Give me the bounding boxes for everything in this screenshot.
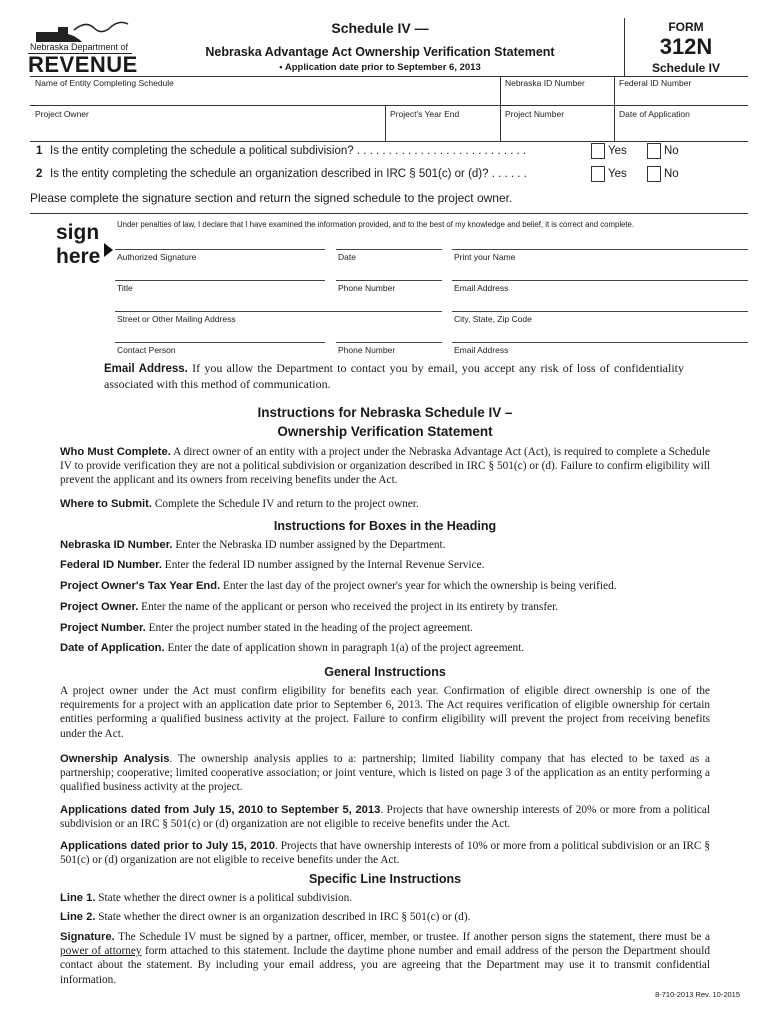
authorized-signature-label: Authorized Signature	[117, 252, 197, 262]
contact-person-field[interactable]	[115, 324, 325, 342]
question-2-number: 2	[36, 168, 43, 180]
here-word: here	[56, 245, 101, 268]
prior-text: . Projects that have ownership interests of 10% or more from a political subdivision or an IRC § 501(c) or (d) organization are not eligible to receive benefits under the Act.	[60, 840, 710, 867]
question-2-yes-checkbox[interactable]	[591, 166, 605, 182]
applications-prior-2010	[60, 839, 710, 867]
sig-text-1: The Schedule IV must be signed by a partner, officer, member, or trustee. If another person signs the statement, there must be a	[114, 931, 710, 943]
who-text: A direct owner of an entity with a project under the Nebraska Advantage Act (Act), is required to complete a Schedule IV to provide verification they are not a political subdivision or organization described in IRC § 501(c) or (d). Failure to confirm eligibility will prevent the applicant and its owners from receiving benefits under the Act.	[60, 446, 710, 487]
tax-text: Enter the last day of the project owner's year for which the ownership is being verified.	[220, 580, 617, 592]
revenue-wordmark: REVENUE	[28, 52, 138, 77]
instructions-title-line2: Ownership Verification Statement	[277, 424, 493, 439]
signature-note: Please complete the signature section and return the signed schedule to the project owner.	[30, 191, 513, 205]
sig-lead: Signature.	[60, 931, 115, 943]
question-2-no-checkbox[interactable]	[647, 166, 661, 182]
project-number-instruction	[60, 621, 710, 635]
general-heading: General Instructions	[324, 665, 446, 679]
line2-text: State whether the direct owner is an organization described in IRC § 501(c) or (d).	[95, 911, 471, 923]
entity-name-label: Name of Entity Completing Schedule	[35, 78, 174, 88]
form-number: 312N	[659, 34, 713, 59]
date-field[interactable]	[336, 229, 442, 249]
date-of-application-label: Date of Application	[619, 109, 690, 119]
question-1	[36, 143, 748, 163]
email-address-label: Email Address	[454, 283, 509, 293]
boxes-heading: Instructions for Boxes in the Heading	[273, 519, 497, 533]
nebraska-state-outline-icon	[28, 18, 136, 44]
contact-email-field[interactable]	[452, 324, 748, 342]
own-lead: Ownership Analysis	[60, 753, 170, 765]
date-of-application-instruction	[60, 641, 710, 655]
question-1-no-label: No	[664, 145, 679, 157]
authorized-signature-field[interactable]	[115, 229, 325, 249]
own-text: . The ownership analysis applies to a: partnership; limited liability company that has elected to be taxed as a partnership; cooperative; limited cooperative association; or joint venture, which is listed on page 3 of the application as an entity performing a qualified business activity at the project.	[60, 753, 710, 794]
project-owner-label: Project Owner	[35, 109, 89, 119]
city-state-zip-label: City, State, Zip Code	[454, 314, 532, 324]
schedule-title: Schedule IV —	[331, 20, 429, 36]
sig-text-2: form attached to this statement. Include the daytime phone number and email address of the person the Department should contact about the statement. By including your email address, you are agreeing that the Department may use it to transmit confidential information.	[60, 945, 710, 986]
prior-lead: Applications dated prior to July 15, 2010	[60, 840, 275, 852]
line1-lead: Line 1.	[60, 892, 96, 904]
where-lead: Where to Submit.	[60, 498, 152, 510]
tax-lead: Project Owner's Tax Year End.	[60, 580, 221, 592]
year-end-label: Project's Year End	[390, 109, 460, 119]
line-2-instruction	[60, 910, 710, 924]
nebraska-id-instruction	[60, 538, 710, 552]
question-2	[36, 166, 748, 186]
question-2-no-label: No	[664, 168, 679, 180]
applications-2010-2013	[60, 803, 710, 831]
neb-lead: Nebraska ID Number.	[60, 539, 173, 551]
entity-name-field[interactable]	[30, 76, 500, 105]
specific-heading: Specific Line Instructions	[308, 872, 462, 886]
line1-text: State whether the direct owner is a political subdivision.	[95, 892, 353, 904]
question-1-no-checkbox[interactable]	[647, 143, 661, 159]
title-field[interactable]	[115, 262, 325, 280]
email-address-field[interactable]	[452, 262, 748, 280]
question-1-yes-checkbox[interactable]	[591, 143, 605, 159]
form-revision-footer: 8-710-2013 Rev. 10-2015	[655, 990, 740, 999]
fed-lead: Federal ID Number.	[60, 559, 162, 571]
date-label: Date	[338, 252, 356, 262]
email-notice-lead: Email Address.	[104, 363, 188, 375]
power-of-attorney-link[interactable]: power of attorney	[60, 945, 142, 958]
federal-id-label: Federal ID Number	[619, 78, 692, 88]
project-owner-instruction	[60, 600, 710, 614]
ownership-analysis	[60, 752, 710, 795]
owner-lead: Project Owner.	[60, 601, 139, 613]
num-text: Enter the project number stated in the heading of the project agreement.	[145, 622, 473, 634]
phone-number-field[interactable]	[336, 262, 442, 280]
arrow-right-icon	[104, 243, 114, 257]
date-of-application-field[interactable]	[614, 105, 748, 141]
federal-id-field[interactable]	[614, 76, 748, 105]
nebraska-id-label: Nebraska ID Number	[505, 78, 585, 88]
sign-word: sign	[56, 221, 100, 244]
project-owner-field[interactable]	[30, 105, 385, 141]
line-1-instruction	[60, 891, 710, 905]
federal-id-instruction	[60, 558, 710, 572]
logo	[28, 18, 138, 77]
email-notice-text: If you allow the Department to contact you by email, you accept any risk of loss of confidentiality associated with this method of communication.	[104, 361, 684, 391]
who-must-complete	[60, 445, 710, 488]
project-number-field[interactable]	[500, 105, 614, 141]
contact-email-label: Email Address	[454, 345, 509, 355]
app2010-text: . Projects that have ownership interests of 20% or more from a political subdivision or an IRC § 501(c) or (d) organization are not eligible to receive benefits under the Act.	[60, 804, 710, 831]
street-address-label: Street or Other Mailing Address	[117, 314, 236, 324]
form-schedule: Schedule IV	[651, 61, 721, 75]
contact-person-label: Contact Person	[117, 345, 176, 355]
form-subtitle: Nebraska Advantage Act Ownership Verification Statement	[205, 45, 555, 59]
contact-phone-field[interactable]	[336, 324, 442, 342]
print-name-field[interactable]	[452, 229, 748, 249]
penalty-statement: Under penalties of law, I declare that I have examined the information provided, and to the best of my knowledge and belief, it is correct and complete.	[117, 220, 635, 229]
question-1-yes-label: Yes	[608, 145, 627, 157]
neb-text: Enter the Nebraska ID number assigned by the Department.	[172, 539, 446, 551]
line2-lead: Line 2.	[60, 911, 96, 923]
title-label: Title	[117, 283, 133, 293]
fed-text: Enter the federal ID number assigned by the Internal Revenue Service.	[161, 559, 485, 571]
year-end-field[interactable]	[385, 105, 500, 141]
project-number-label: Project Number	[505, 109, 565, 119]
nebraska-id-field[interactable]	[500, 76, 614, 105]
dept-name: Nebraska Department of	[30, 42, 129, 52]
question-2-yes-label: Yes	[608, 168, 627, 180]
print-name-label: Print your Name	[454, 252, 516, 262]
tax-year-end-instruction	[60, 579, 710, 593]
phone-number-label: Phone Number	[338, 283, 396, 293]
form-label: FORM	[668, 20, 704, 34]
owner-text: Enter the name of the applicant or person who received the project in its entirety by transfer.	[138, 601, 559, 613]
question-1-number: 1	[36, 145, 43, 157]
email-notice	[104, 361, 684, 392]
city-state-zip-field[interactable]	[452, 293, 748, 311]
street-address-field[interactable]	[115, 293, 442, 311]
app2010-lead: Applications dated from July 15, 2010 to September 5, 2013	[60, 804, 381, 816]
where-text: Complete the Schedule IV and return to the project owner.	[152, 498, 419, 510]
num-lead: Project Number.	[60, 622, 146, 634]
question-2-text: Is the entity completing the schedule an organization described in IRC § 501(c) or (d)? . . . . . .	[50, 168, 527, 180]
contact-phone-label: Phone Number	[338, 345, 396, 355]
instructions-title-line1: Instructions for Nebraska Schedule IV –	[257, 405, 513, 420]
where-to-submit	[60, 497, 710, 511]
doa-lead: Date of Application.	[60, 642, 165, 654]
who-lead: Who Must Complete.	[60, 446, 171, 458]
general-text: A project owner under the Act must confirm eligibility for benefits each year. Confirmation of eligible direct ownership is one of the requirements for a project with an application date prior to September 6, 2013. The Act requires verification of eligible ownership for certain entities performing a qualified business activity at the project. Failure to confirm eligibility will prevent the project from receiving benefits under the Act.	[60, 685, 710, 740]
doa-text: Enter the date of application shown in paragraph 1(a) of the project agreement.	[164, 642, 525, 654]
signature-instruction	[60, 930, 710, 987]
question-1-text: Is the entity completing the schedule a political subdivision? . . . . . . . . . . . . . . . . . . . . . . . . . . .	[50, 145, 527, 157]
application-date-note: • Application date prior to September 6, 2013	[279, 62, 481, 73]
